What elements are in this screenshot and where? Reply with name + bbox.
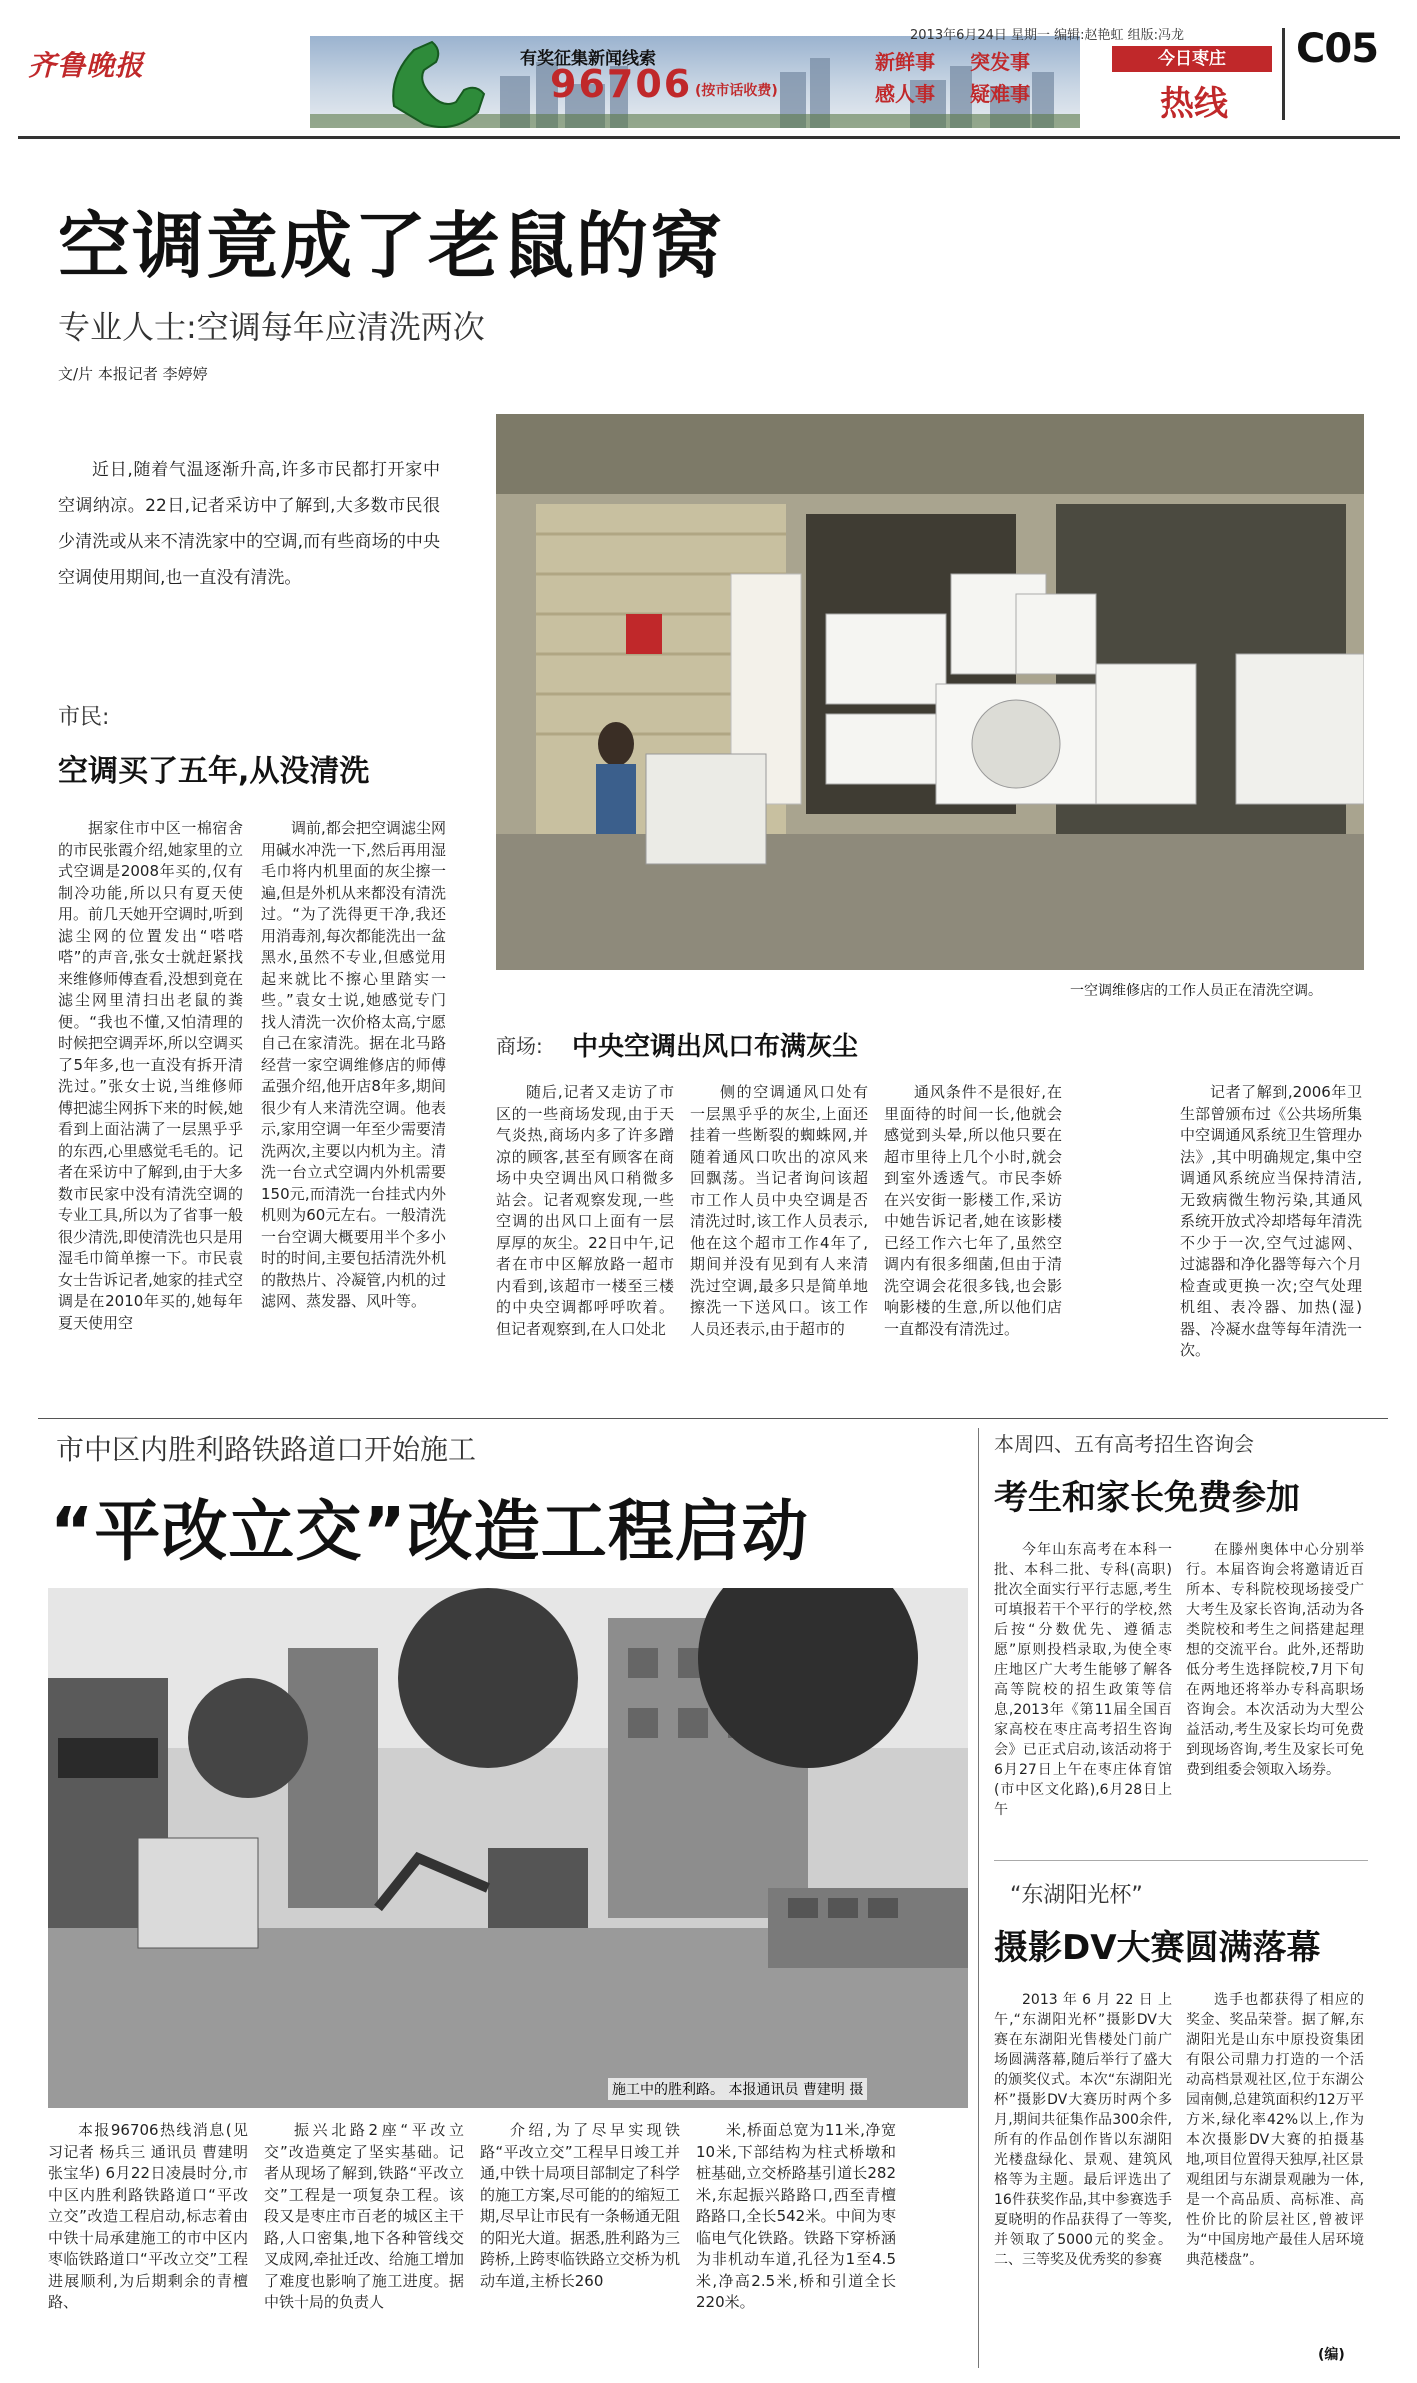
telephone-icon [384, 36, 494, 128]
article1-byline: 文/片 本报记者 李婷婷 [58, 365, 208, 383]
article3-col1: 今年山东高考在本科一批、本科二批、专科(高职)批次全面实行平行志愿,考生可填报若干个平行的学校,然后按“分数优先、遵循志愿”原则投档录取,为使全枣庄地区广大考生能够了解各高等院校的招生政策等信息,2013年《第11届全国百家高校在枣庄高考招生咨询会》已正式启动,该活动将于6月27日上午在枣庄体育馆(市中区文化路),6月28日上午 [994, 1542, 1172, 1818]
construction-photo-caption: 施工中的胜利路。 本报通讯员 曹建明 摄 [608, 2078, 867, 2100]
hotline-number: 96706 [550, 62, 693, 106]
construction-photo [48, 1588, 968, 2108]
article1-col3: 随后,记者又走访了市区的一些商场发现,由于天气炎热,商场内多了许多蹭凉的顾客,甚至有顾客在商场中央空调出风口稍微多站会。记者观察发现,一些空调的出风口上面有一层厚厚的灰尘。22日中午,记者在市中区解放路一超市内看到,该超市一楼至三楼的中央空调都呼呼吹着。但记者观察到,在人口处北 [496, 1083, 674, 1338]
article1-col2: 调前,都会把空调滤尘网用碱水冲洗一下,然后再用湿毛巾将内机里面的灰尘擦一遍,但是外机从来都没有清洗过。“为了洗得更干净,我还用消毒剂,每次都能洗出一盆黑水,虽然不专业,但感觉用起来就比不擦心里踏实一些。”袁女士说,她感觉专门找人清洗一次价格太高,宁愿自己在家清洗。据在北马路经营一家空调维修店的师傅孟强介绍,他开店8年多,期间很少有人来清洗空调。他表示,家用空调一年至少需要清洗两次,主要以内机为主。清洗一台立式空调内外机需要150元,而清洗一台挂式内外机则为60元左右。一般清洗一台空调大概要用半个多小时的时间,主要包括清洗外机的散热片、冷凝管,内机的过滤网、蒸发器、风叶等。 [261, 819, 446, 1310]
article2-kicker: 市中区内胜利路铁路道口开始施工 [56, 1433, 477, 1466]
masthead-divider [1282, 28, 1285, 120]
article1-col4: 侧的空调通风口处有一层黑乎乎的灰尘,上面还挂着一些断裂的蜘蛛网,并随着通风口吹出的凉风来回飘荡。当记者询问该超市工作人员中央空调是否清洗过时,该工作人员表示,他在这个超市工作4年了,期间并没有见到有人来清洗过空调,最多只是简单地擦洗一下送风口。该工作人员还表示,由于超市的 [690, 1083, 868, 1338]
aircon-photo-caption: 一空调维修店的工作人员正在清洗空调。 [1070, 983, 1322, 999]
article1-col5: 通风条件不是很好,在里面待的时间一长,他就会感觉到头晕,所以他只要在超市里待上几个小时,就会到室外透透气。市民李娇在兴安街一影楼工作,采访中她告诉记者,她在该影楼已经工作六七年了,虽然空调内有很多细菌,但由于清洗空调会花很多钱,也会影响影楼的生意,所以他们店一直都没有清洗过。 [884, 1083, 1062, 1338]
section-tag: 今日枣庄 [1112, 46, 1272, 72]
slogan-2: 突发事 [970, 50, 1030, 74]
section-name: 热线 [1160, 84, 1228, 124]
section2-label: 商场: [496, 1034, 543, 1058]
slogan-3: 感人事 [875, 82, 935, 106]
construction-photo-illustration [48, 1588, 968, 2108]
masthead-rule [18, 136, 1400, 139]
article4-headline: 摄影DV大赛圆满落幕 [994, 1928, 1321, 1968]
slogan-1: 新鲜事 [875, 50, 935, 74]
article3-col2: 在滕州奥体中心分别举行。本届咨询会将邀请近百所本、专科院校现场接受广大考生及家长咨询,活动为各类院校和考生之间搭建起理想的交流平台。此外,还帮助低分考生选择院校,7月下旬在两地还将举办专科高职场咨询会。本次活动为大型公益活动,考生及家长均可免费到现场咨询,考生及家长可免费到组委会领取入场券。 [1186, 1542, 1364, 1778]
article4-col1: 2013年6月22日上午,“东湖阳光杯”摄影DV大赛在东湖阳光售楼处门前广场圆满落幕,随后举行了盛大的颁奖仪式。本次“东湖阳光杯”摄影DV大赛历时两个多月,期间共征集作品300余件,所有的作品创作皆以东湖阳光楼盘绿化、景观、建筑风格等为主题。最后评选出了16件获奖作品,其中参赛选手夏晓明的作品获得了一等奖,并领取了5000元的奖金。二、三等奖及优秀奖的参赛 [994, 1992, 1172, 2268]
hotline-title: 有奖征集新闻线索 [520, 49, 656, 69]
article4-kicker: “东湖阳光杯” [1010, 1883, 1143, 1908]
article4-editor-tag: (编) [1318, 2347, 1345, 2363]
page-number: C05 [1296, 26, 1379, 72]
article2-headline: “平改立交”改造工程启动 [50, 1493, 809, 1570]
right-column-divider [978, 1428, 979, 2368]
article3-kicker: 本周四、五有高考招生咨询会 [994, 1432, 1254, 1456]
paper-name: 齐鲁晚报 [28, 49, 145, 82]
article1-subheadline: 专业人士:空调每年应清洗两次 [58, 308, 485, 346]
article4-col2: 选手也都获得了相应的奖金、奖品荣誉。据了解,东湖阳光是山东中原投资集团有限公司鼎力打造的一个活动高档景观社区,位于东湖公园南侧,总建筑面积约12万平方米,绿化率42%以上,作为本次摄影DV大赛的拍摄基地,项目位置得天独厚,社区景观组团与东湖景观融为一体,是一个高品质、高标准、高性价比的阶层社区,曾被评为“中国房地产最佳人居环境典范楼盘”。 [1186, 1992, 1364, 2268]
section2-title: 中央空调出风口布满灰尘 [572, 1032, 859, 1062]
aircon-repair-photo [496, 414, 1364, 970]
hotline-banner [310, 36, 1080, 128]
article1-col6: 记者了解到,2006年卫生部曾颁布过《公共场所集中空调通风系统卫生管理办法》,其中明确规定,集中空调通风系统应当保持清洁,无致病微生物污染,其通风系统开放式冷却塔每年清洗不少于一次,空气过滤网、过滤器和净化器等每六个月检查或更换一次;空气处理机组、表冷器、加热(湿)器、冷凝水盘等每年清洗一次。 [1180, 1083, 1362, 1359]
article3-headline: 考生和家长免费参加 [994, 1478, 1300, 1518]
aircon-photo-illustration [496, 414, 1364, 970]
article1-headline: 空调竟成了老鼠的窝 [58, 204, 725, 288]
lead-paragraph: 近日,随着气温逐渐升高,许多市民都打开家中空调纳凉。22日,记者采访中了解到,大多数市民很少清洗或从来不清洗家中的空调,而有些商场的中央空调使用期间,也一直没有清洗。 [58, 460, 440, 588]
article2-col1: 本报96706热线消息(见习记者 杨兵三 通讯员 曹建明 张宝华) 6月22日凌晨时分,市中区内胜利路铁路道口“平改立交”改造工程启动,标志着由中铁十局承建施工的市中区内枣临铁路道口“平改立交”工程进展顺利,为后期剩余的青檀路、 [48, 2121, 248, 2311]
article1-lead [58, 452, 440, 596]
date-line: 2013年6月24日 星期一 编辑:赵艳虹 组版:冯龙 [910, 28, 1185, 43]
masthead [0, 0, 1417, 130]
section1-label: 市民: [58, 705, 110, 730]
article3-divider [994, 1860, 1368, 1861]
section-divider [38, 1418, 1388, 1419]
section1-title: 空调买了五年,从没清洗 [58, 754, 370, 789]
article1-col1: 据家住市中区一棉宿舍的市民张霞介绍,她家里的立式空调是2008年买的,仅有制冷功能,所以只有夏天使用。前几天她开空调时,听到滤尘网的位置发出“嗒嗒嗒”的声音,张女士就赶紧找来维修师傅查看,没想到竟在滤尘网里清扫出老鼠的粪便。“我也不懂,又怕清理的时候把空调弄坏,所以空调买了5年多,也一直没有拆开清洗过。”张女士说,当维修师傅把滤尘网拆下来的时候,她看到上面沾满了一层黑乎乎的东西,心里感觉毛毛的。记者在采访中了解到,由于大多数市民家中没有清洗空调的专业工具,所以为了省事一般很少清洗,即使清洗也只是用湿毛巾简单擦一下。市民袁女士告诉记者,她家的挂式空调是在2010年买的,她每年夏天使用空 [58, 819, 243, 1332]
article2-col3: 介绍,为了尽早实现铁路“平改立交”工程早日竣工并通,中铁十局项目部制定了科学的施工方案,尽可能的的缩短工期,尽早让市民有一条畅通无阻的阳光大道。据悉,胜利路为三跨桥,上跨枣临铁路立交桥为机动车道,主桥长260 [480, 2121, 680, 2290]
hotline-note: (按市话收费) [695, 83, 778, 99]
article2-col4: 米,桥面总宽为11米,净宽10米,下部结构为柱式桥墩和桩基础,立交桥路基引道长282米,东起振兴路路口,西至青檀路路口,全长542米。中间为枣临电气化铁路。铁路下穿桥涵为非机动车道,孔径为1至4.5米,净高2.5米,桥和引道全长220米。 [696, 2121, 896, 2311]
slogan-4: 疑难事 [970, 82, 1030, 106]
article2-col2: 振兴北路2座“平改立交”改造奠定了坚实基础。记者从现场了解到,铁路“平改立交”工程是一项复杂工程。该段又是枣庄市百老的城区主干路,人口密集,地下各种管线交叉成网,牵扯迁改、给施工增加了难度也影响了施工进度。据中铁十局的负责人 [264, 2121, 464, 2311]
